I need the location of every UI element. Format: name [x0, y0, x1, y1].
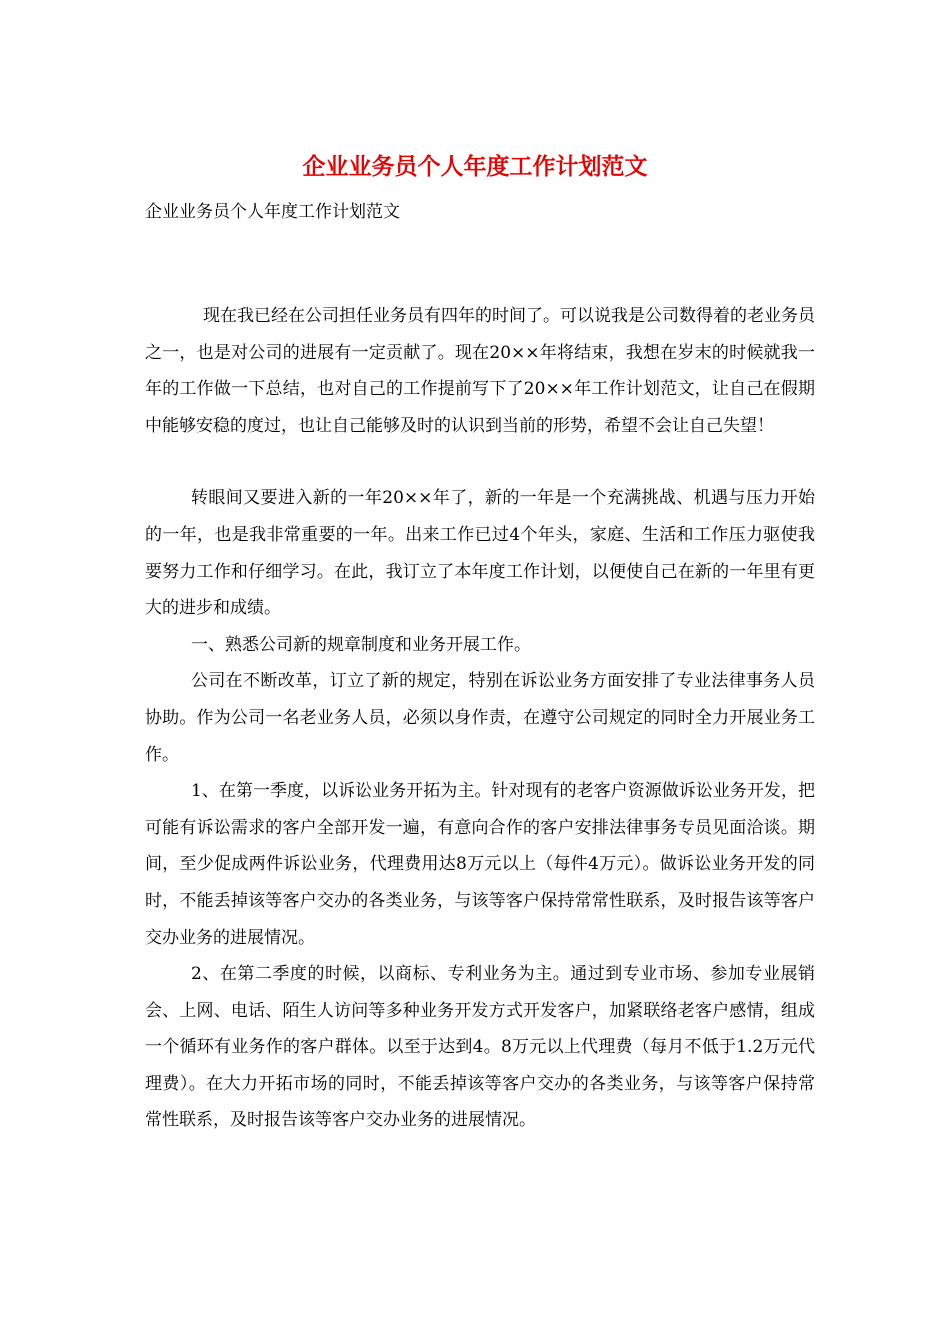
paragraph-new-year: 转眼间又要进入新的一年20××年了，新的一年是一个充满挑战、机遇与压力开始的一年，也是我非常重要的一年。出来工作已过4个年头，家庭、生活和工作压力驱使我要努力工作和仔细学习。在此，我订立了本年度工作计划，以便使自己在新的一年里有更大的进步和成绩。	[145, 488, 815, 619]
paragraph-q2-plan: 2、在第二季度的时候，以商标、专利业务为主。通过到专业市场、参加专业展销会、上网、电话、陌生人访问等多种业务开发方式开发客户，加紧联络老客户感情，组成一个循环有业务作的客户群体。以至于达到4。8万元以上代理费（每月不低于1.2万元代理费）。在大力开拓市场的同时，不能丢掉该等客户交办的各类业务，与该等客户保持常常性联系，及时报告该等客户交办业务的进展情况。	[145, 964, 815, 1131]
paragraph-intro: 现在我已经在公司担任业务员有四年的时间了。可以说我是公司数得着的老业务员之一，也是对公司的进展有一定贡献了。现在20××年将结束，我想在岁末的时候就我一年的工作做一下总结，也对自己的工作提前写下了20××年工作计划范文，让自己在假期中能够安稳的度过，也让自己能够及时的认识到当前的形势，希望不会让自己失望！	[145, 306, 815, 436]
paragraph-q1-plan: 1、在第一季度，以诉讼业务开拓为主。针对现有的老客户资源做诉讼业务开发，把可能有诉讼需求的客户全部开发一遍，有意向合作的客户安排法律事务专员见面洽谈。期间，至少促成两件诉讼业务，代理费用达8万元以上（每件4万元）。做诉讼业务开发的同时，不能丢掉该等客户交办的各类业务，与该等客户保持常常性联系，及时报告该等客户交办业务的进展情况。	[145, 781, 815, 948]
paragraph-company-reform: 公司在不断改革，订立了新的规定，特别在诉讼业务方面安排了专业法律事务人员协助。作为公司一名老业务人员，必须以身作责，在遵守公司规定的同时全力开展业务工作。	[145, 671, 815, 765]
document-title: 企业业务员个人年度工作计划范文	[302, 153, 648, 180]
document-subtitle: 企业业务员个人年度工作计划范文	[145, 202, 400, 222]
section-heading-1: 一、熟悉公司新的规章制度和业务开展工作。	[191, 634, 531, 655]
document-body	[145, 298, 815, 1139]
paragraph-gap	[145, 444, 815, 480]
